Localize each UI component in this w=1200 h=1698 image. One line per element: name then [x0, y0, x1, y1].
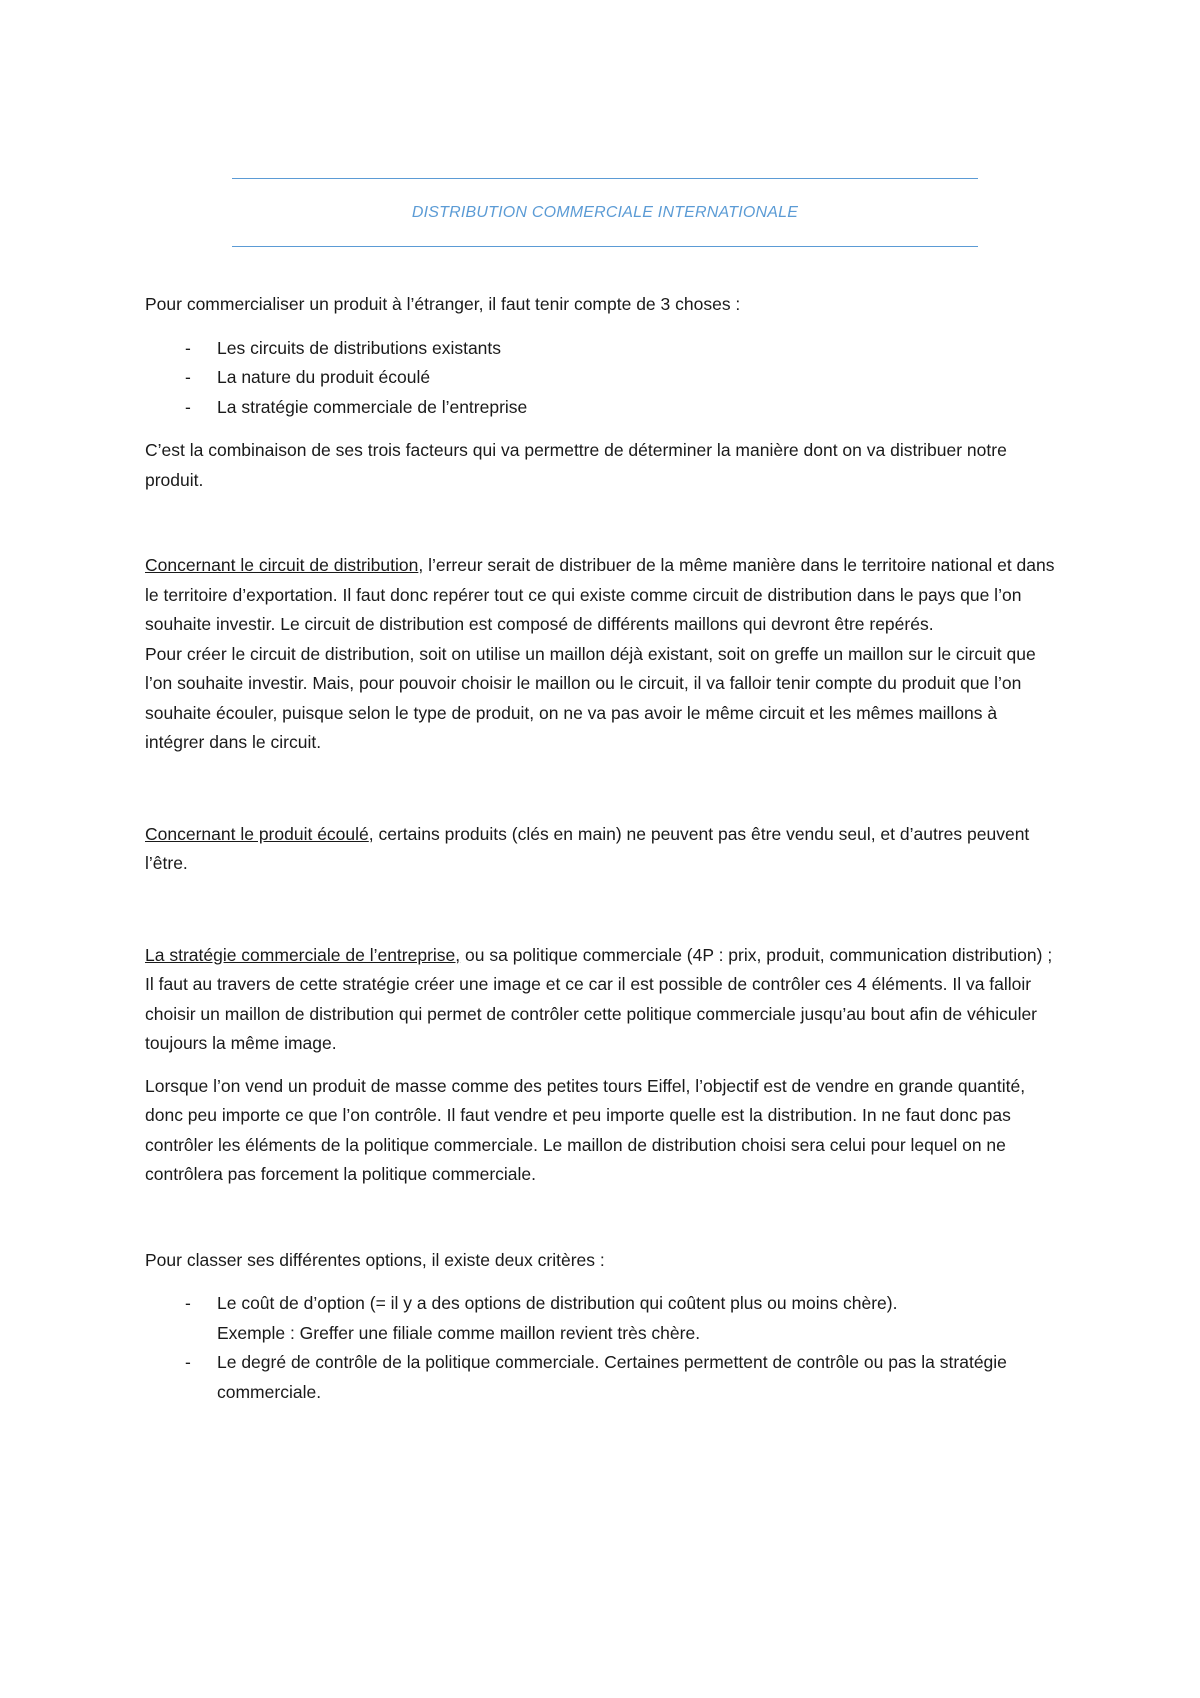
strategie-heading: La stratégie commerciale de l’entreprise,: [145, 944, 461, 965]
strategie-paragraph-2: Lorsque l’on vend un produit de masse comme des petites tours Eiffel, l’objectif est de vendre en grande quantité, donc peu importe ce que l’on contrôle. Il faut vendre et peu importe quelle est la distribution. In ne faut donc pas contrôler les éléments de la politique commerciale. Le maillon de distribution choisi sera celui pour lequel on ne contrôlera pas forcement la politique commerciale.: [145, 1075, 1026, 1184]
strategie-paragraph: [145, 941, 1060, 1059]
list-item: [145, 393, 1060, 423]
dash-bullet: -: [185, 367, 191, 387]
list-item-text: La nature du produit écoulé: [217, 367, 431, 387]
list-item: [145, 334, 1060, 364]
circuit-text: , l’erreur serait de distribuer de la même manière dans le territoire national et dans le territoire d’exportation. Il faut donc repérer tout ce qui existe comme circuit de distribution dans le pays que l’on souhaite investir. Le circuit de distribution est composé de différents maillons qui devront être repérés.: [145, 555, 1055, 634]
document-body: [145, 290, 1060, 1407]
list-item: [145, 1289, 1060, 1348]
criteres-list: [145, 1289, 1060, 1407]
circuit-heading: Concernant le circuit de distribution: [145, 555, 419, 575]
list-item: [145, 1348, 1060, 1407]
title-top-rule: [232, 178, 978, 179]
list-item-example: Exemple : Greffer une filiale comme maillon revient très chère.: [217, 1322, 701, 1343]
criteres-lead: Pour classer ses différentes options, il existe deux critères :: [145, 1249, 605, 1270]
intro-list: [145, 334, 1060, 423]
list-item-text: La stratégie commerciale de l’entreprise: [217, 396, 528, 417]
list-item-text: Les circuits de distributions existants: [217, 337, 502, 358]
circuit-paragraph-2: Pour créer le circuit de distribution, soit on utilise un maillon déjà existant, soit on greffe un maillon sur le circuit que l’on souhaite investir. Mais, pour pouvoir choisir le maillon ou le circuit, il va falloir tenir compte du produit que l’on souhaite écouler, puisque selon le type de produit, on ne va pas avoir le même circuit et les mêmes maillons à intégrer dans le circuit.: [145, 643, 1036, 752]
list-item-text: Le degré de contrôle de la politique commerciale. Certaines permettent de contrôle ou pas la stratégie commerciale.: [217, 1352, 1007, 1402]
produit-text: , certains produits (clés en main) ne peuvent pas être vendu seul, et d’autres peuvent l’être.: [145, 823, 1030, 873]
document-title: DISTRIBUTION COMMERCIALE INTERNATIONALE: [411, 204, 799, 221]
circuit-paragraph: [145, 551, 1060, 640]
dash-bullet: -: [185, 1293, 191, 1313]
intro-conclusion: C’est la combinaison de ses trois facteurs qui va permettre de déterminer la manière dont on va distribuer notre produit.: [145, 440, 1007, 490]
title-block: [232, 178, 978, 247]
list-item-text: Le coût de d’option (= il y a des options de distribution qui coûtent plus ou moins chère).: [217, 1293, 898, 1313]
list-item: [145, 363, 1060, 393]
dash-bullet: -: [185, 1352, 191, 1372]
title-bottom-rule: [232, 246, 978, 247]
strategie-text: ou sa politique commerciale (4P : prix, produit, communication distribution) ; Il faut au travers de cette stratégie créer une image et ce car il est possible de contrôler ces 4 éléments. Il va falloir choisir un maillon de distribution qui permet de contrôler cette politique commerciale jusqu’au bout afin de véhiculer toujours la même image.: [145, 944, 1053, 1053]
intro-lead: Pour commercialiser un produit à l’étranger, il faut tenir compte de 3 choses :: [145, 294, 741, 314]
dash-bullet: -: [185, 396, 191, 417]
produit-heading: Concernant le produit écoulé: [145, 823, 369, 844]
produit-paragraph: [145, 820, 1060, 879]
dash-bullet: -: [185, 337, 191, 358]
